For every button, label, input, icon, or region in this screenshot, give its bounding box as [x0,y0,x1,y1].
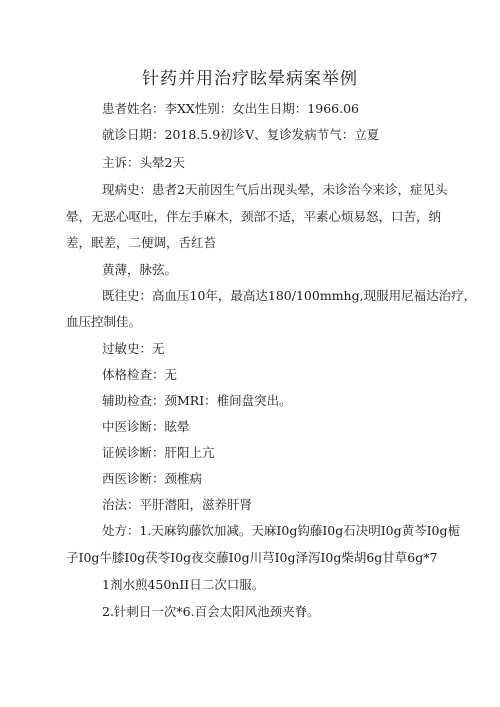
western-diagnosis-line: 西医诊断：颈椎病 [102,471,203,486]
physical-exam-line: 体格检查：无 [102,367,178,382]
allergy-line: 过敏史：无 [102,341,165,356]
auxiliary-exam-line: 辅助检查：颈MRI：椎间盘突出。 [102,393,292,408]
visit-date-line: 就诊日期：2018.5.9初诊V、复诊发病节气：立夏 [102,127,380,142]
present-history-line-3: 差，眠差，二便调，舌红苔 [66,235,217,250]
prescription-line-3: 1剂水煎450nII日二次口服。 [102,577,265,592]
present-history-line-4: 黄薄，脉弦。 [102,262,178,277]
prescription-line-1: 处方：1.天麻钩藤饮加减。天麻I0g钩藤I0g石决明I0g黄芩I0g栀 [102,523,460,538]
present-history-line-2: 晕，无恶心呕吐，伴左手麻木，颈部不适，平素心烦易怒，口苦，纳 [66,209,442,224]
acupuncture-line: 2.针刺日一次*6.百会太阳风池颈夹脊。 [102,604,320,619]
tcm-diagnosis-line: 中医诊断：眩晕 [102,419,190,434]
treatment-principle-line: 治法：平肝潜阳，滋养肝肾 [102,497,253,512]
past-history-line-2: 血压控制佳。 [66,314,142,329]
document-title: 针药并用治疗眩晕病案举例 [142,69,358,89]
patient-info-line: 患者姓名：李XX性别：女出生日期：1966.06 [102,101,359,116]
prescription-line-2: 子I0g牛膝I0g茯苓I0g夜交藤I0g川芎I0g泽泻I0g柴胡6g甘草6g*7 [66,550,438,565]
syndrome-diagnosis-line: 证候诊断：肝阳上亢 [102,445,215,460]
past-history-line-1: 既往史：高血压10年，最高达180/100mmhg,现服用尼福达治疗， [102,288,477,303]
chief-complaint-line: 主诉：头晕2天 [102,155,185,170]
present-history-line-1: 现病史：患者2天前因生气后出现头晕，未诊治今来诊，症见头 [102,182,448,197]
